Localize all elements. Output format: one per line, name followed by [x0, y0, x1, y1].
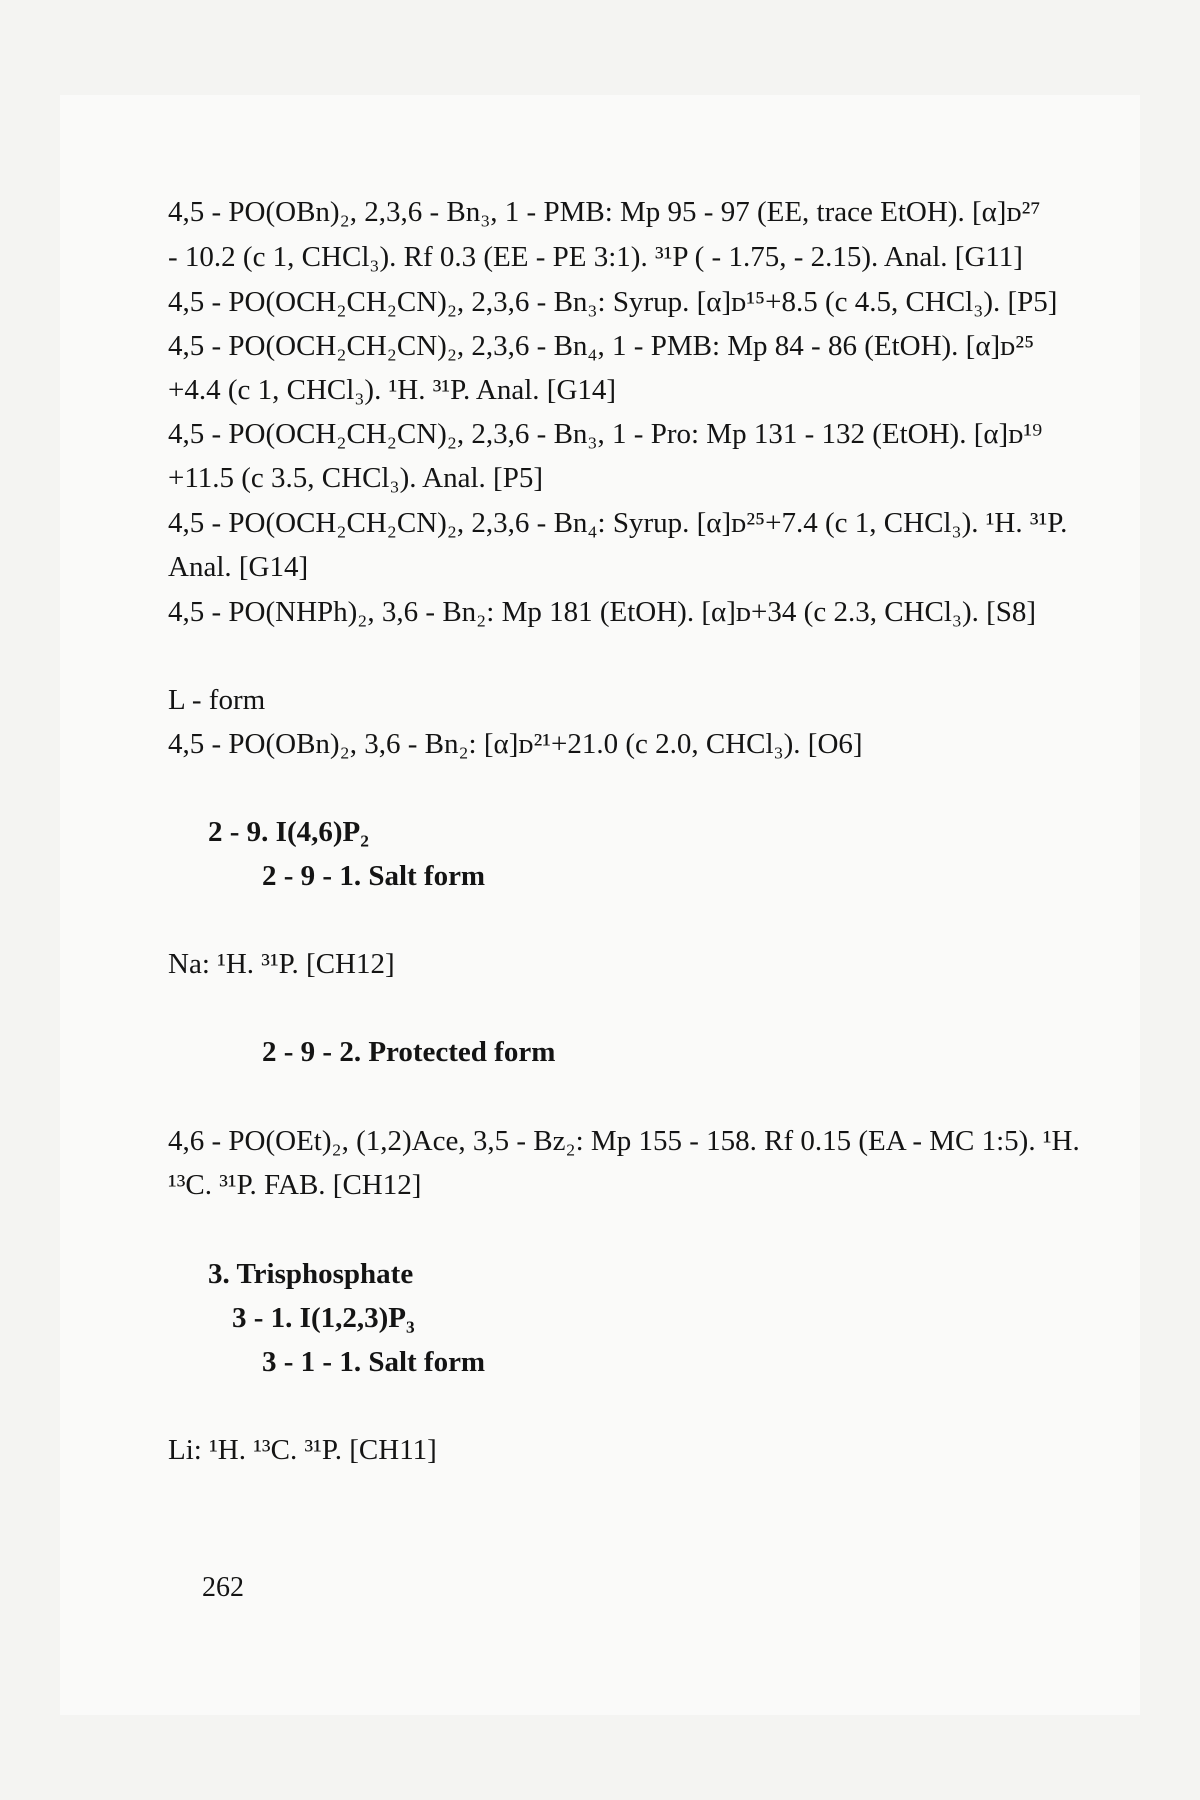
- entry-line-12: Na: ¹H. ³¹P. [CH12]: [168, 948, 395, 980]
- entry-line-14: ¹³C. ³¹P. FAB. [CH12]: [168, 1169, 422, 1201]
- entry-line-15: Li: ¹H. ¹³C. ³¹P. [CH11]: [168, 1434, 437, 1466]
- entry-line-9: Anal. [G14]: [168, 551, 309, 583]
- entry-line-7: +11.5 (c 3.5, CHCl₃). Anal. [P5]: [168, 462, 543, 494]
- entry-line-5: +4.4 (c 1, CHCl₃). ¹H. ³¹P. Anal. [G14]: [168, 374, 617, 406]
- entry-line-1: 4,5 - PO(OBn)₂, 2,3,6 - Bn₃, 1 - PMB: Mp 95 - 97 (EE, trace EtOH). [α]ᴅ²⁷: [168, 196, 1041, 228]
- entry-line-4: 4,5 - PO(OCH₂CH₂CN)₂, 2,3,6 - Bn₄, 1 - PMB: Mp 84 - 86 (EtOH). [α]ᴅ²⁵: [168, 330, 1035, 362]
- heading-3-1-1: 3 - 1 - 1. Salt form: [262, 1346, 486, 1378]
- heading-3-1: 3 - 1. I(1,2,3)P₃: [232, 1302, 415, 1334]
- entry-line-11: 4,5 - PO(OBn)₂, 3,6 - Bn₂: [α]ᴅ²¹+21.0 (c 2.0, CHCl₃). [O6]: [168, 728, 863, 760]
- entry-line-8: 4,5 - PO(OCH₂CH₂CN)₂, 2,3,6 - Bn₄: Syrup. [α]ᴅ²⁵+7.4 (c 1, CHCl₃). ¹H. ³¹P.: [168, 507, 1068, 539]
- page-number: 262: [202, 1572, 244, 1603]
- entry-line-13: 4,6 - PO(OEt)₂, (1,2)Ace, 3,5 - Bz₂: Mp 155 - 158. Rf 0.15 (EA - MC 1:5). ¹H.: [168, 1125, 1080, 1157]
- section-label-l-form: L - form: [168, 684, 266, 716]
- entry-line-2: - 10.2 (c 1, CHCl₃). Rf 0.3 (EE - PE 3:1). ³¹P ( - 1.75, - 2.15). Anal. [G11]: [168, 241, 1023, 273]
- heading-3: 3. Trisphosphate: [208, 1258, 414, 1290]
- entry-line-3: 4,5 - PO(OCH₂CH₂CN)₂, 2,3,6 - Bn₃: Syrup. [α]ᴅ¹⁵+8.5 (c 4.5, CHCl₃). [P5]: [168, 286, 1058, 318]
- heading-2-9: 2 - 9. I(4,6)P₂: [208, 816, 369, 848]
- heading-2-9-2: 2 - 9 - 2. Protected form: [262, 1036, 556, 1068]
- heading-2-9-1: 2 - 9 - 1. Salt form: [262, 860, 486, 892]
- entry-line-10: 4,5 - PO(NHPh)₂, 3,6 - Bn₂: Mp 181 (EtOH). [α]ᴅ+34 (c 2.3, CHCl₃). [S8]: [168, 596, 1037, 628]
- entry-line-6: 4,5 - PO(OCH₂CH₂CN)₂, 2,3,6 - Bn₃, 1 - Pro: Mp 131 - 132 (EtOH). [α]ᴅ¹⁹: [168, 418, 1043, 450]
